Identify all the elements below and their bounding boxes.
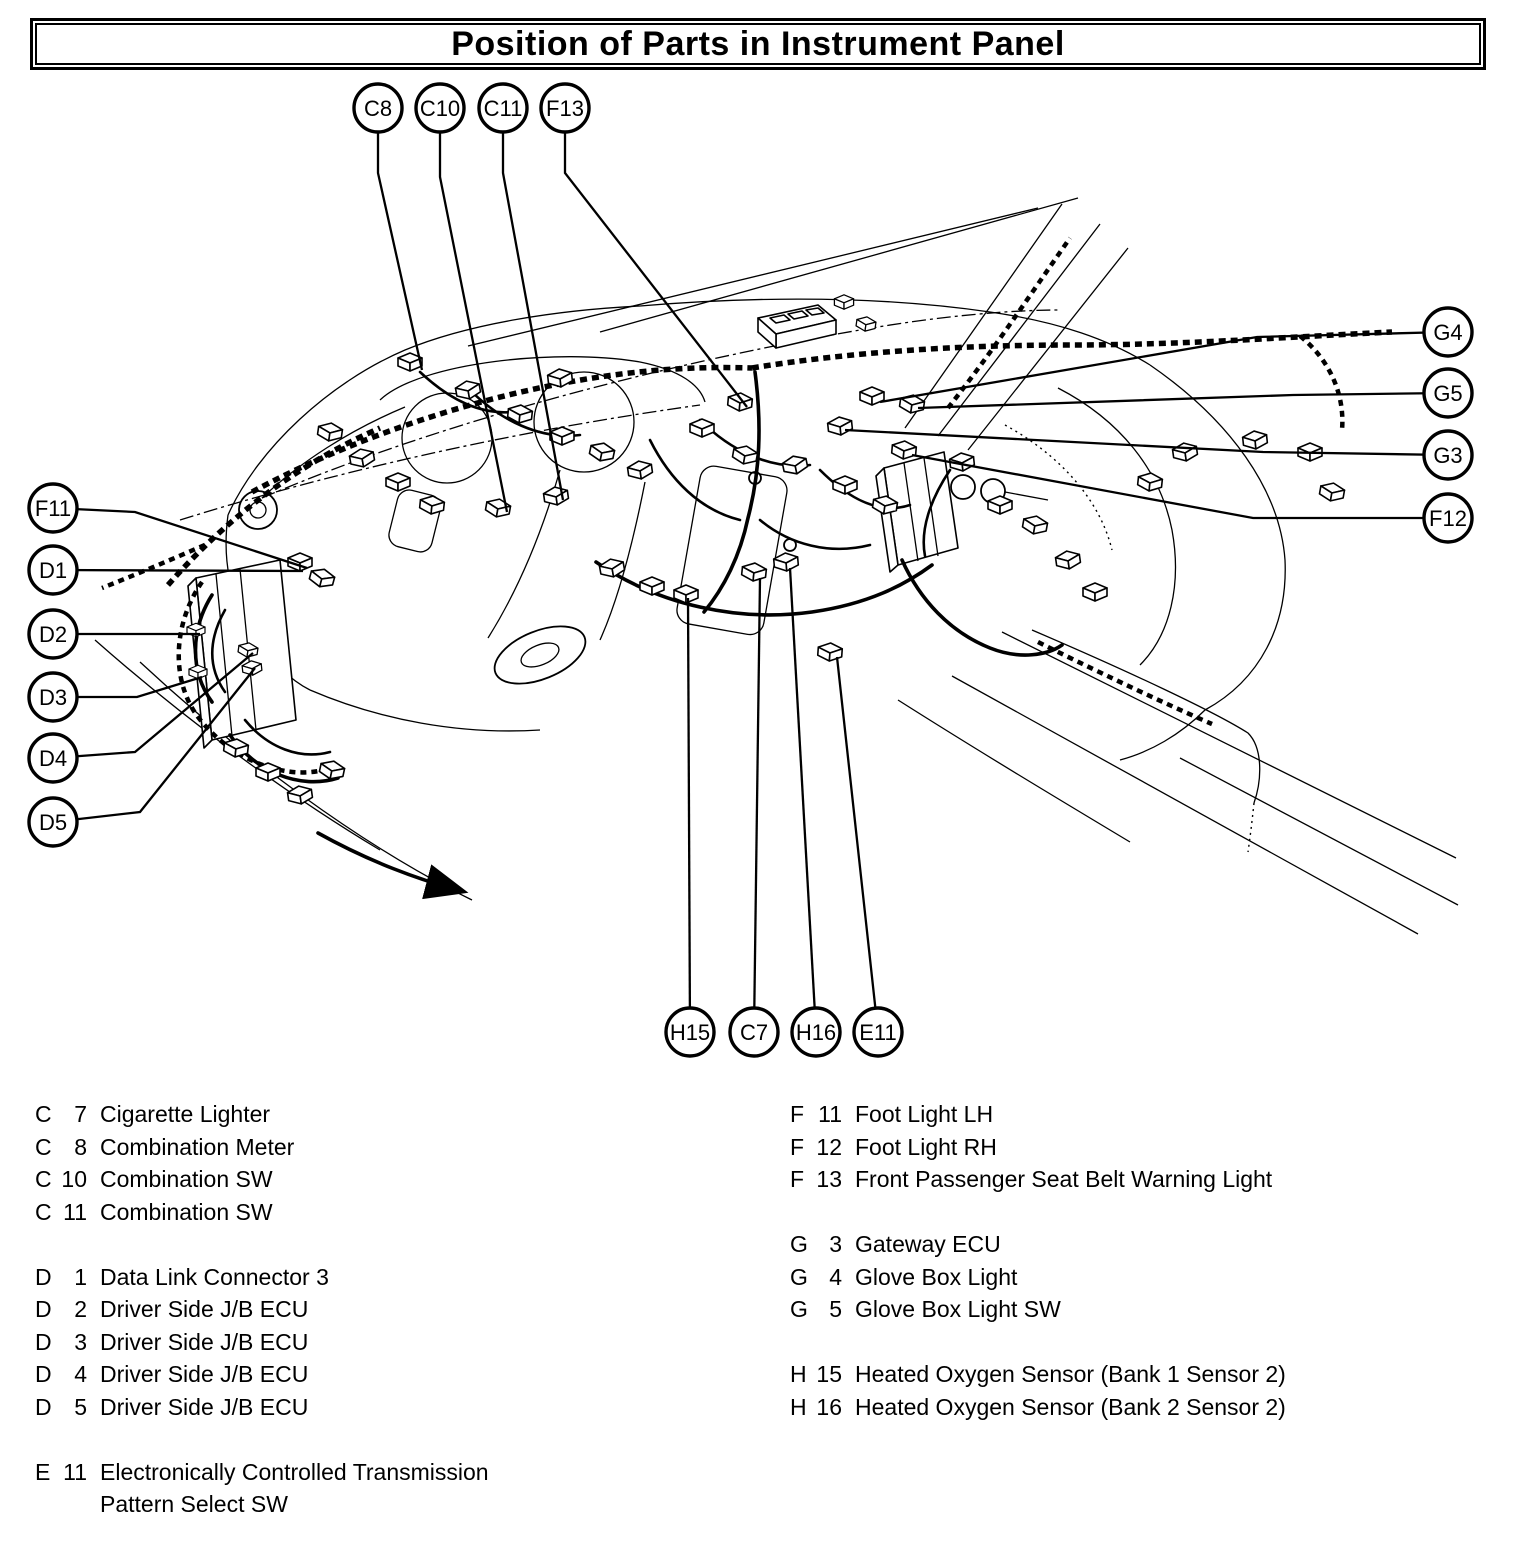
- legend-item-C10: C 10 Combination SW: [35, 1166, 273, 1192]
- svg-text:C10: C10: [419, 96, 461, 121]
- legend-group: [35, 1261, 735, 1424]
- svg-text:D3: D3: [38, 685, 68, 710]
- callout-F13: [541, 84, 589, 132]
- dashboard-outline: [95, 198, 1285, 900]
- leader-line-H15: [688, 598, 690, 1032]
- legend-group: [790, 1228, 1490, 1326]
- legend-item-F13: F 13 Front Passenger Seat Belt Warning Light: [790, 1166, 1273, 1192]
- connector-cubes: [187, 295, 1345, 806]
- callout-D4: [29, 734, 77, 782]
- callout-C10: [416, 84, 464, 132]
- svg-text:C7: C7: [739, 1020, 769, 1045]
- page-title: Position of Parts in Instrument Panel: [451, 24, 1065, 63]
- leader-line-G3: [845, 430, 1448, 455]
- legend-item-D2: D 2 Driver Side J/B ECU: [35, 1296, 309, 1322]
- leader-line-H16: [790, 568, 816, 1032]
- legend-item-D3: D 3 Driver Side J/B ECU: [35, 1328, 309, 1355]
- legend-item-H16: H 16 Heated Oxygen Sensor (Bank 2 Sensor 2): [790, 1393, 1286, 1420]
- legend-item-G4: G 4 Glove Box Light: [790, 1263, 1018, 1290]
- legend-item-D4: D 4 Driver Side J/B ECU: [35, 1361, 309, 1387]
- svg-text:C11: C11: [483, 96, 523, 121]
- svg-text:H16: H16: [795, 1020, 837, 1045]
- callout-H15: [666, 1008, 714, 1056]
- legend-group: [790, 1358, 1490, 1423]
- svg-text:F11: F11: [34, 496, 72, 521]
- legend-item-F11: F 11 Foot Light LH: [790, 1101, 994, 1127]
- callout-H16: [792, 1008, 840, 1056]
- svg-text:C8: C8: [363, 96, 393, 121]
- legend-group: [790, 1098, 1490, 1196]
- callout-C11: [479, 84, 527, 132]
- leader-line-E11: [837, 657, 878, 1032]
- svg-text:D5: D5: [38, 810, 68, 835]
- callout-D5: [29, 798, 77, 846]
- legend-item-D5: D 5 Driver Side J/B ECU: [35, 1393, 309, 1420]
- legend-item-C11: C 11 Combination SW: [35, 1198, 273, 1225]
- legend-group: [35, 1456, 735, 1521]
- legend-item-D1: D 1 Data Link Connector 3: [35, 1263, 329, 1290]
- svg-text:G3: G3: [1433, 443, 1463, 468]
- leader-line-C10: [440, 108, 507, 512]
- callout-F11: [29, 484, 77, 532]
- svg-text:D2: D2: [38, 622, 68, 647]
- callout-D1: [29, 546, 77, 594]
- callout-D3: [29, 673, 77, 721]
- callout-G3: [1424, 431, 1472, 479]
- callout-G4: [1424, 308, 1472, 356]
- leader-line-F11: [53, 508, 307, 568]
- svg-text:G5: G5: [1433, 381, 1463, 406]
- callout-G5: [1424, 369, 1472, 417]
- svg-text:E11: E11: [859, 1020, 897, 1045]
- callout-D2: [29, 610, 77, 658]
- relay-box: [758, 305, 836, 348]
- legend-column-left: [35, 1098, 735, 1553]
- legend-item-C8: C 8 Combination Meter: [35, 1133, 295, 1160]
- svg-text:D4: D4: [38, 746, 68, 771]
- leader-line-F13: [565, 108, 747, 407]
- leader-line-C7: [754, 578, 760, 1032]
- callout-C8: [354, 84, 402, 132]
- legend-item-continuation: Pattern Select SW: [100, 1491, 288, 1517]
- svg-text:F12: F12: [1429, 506, 1467, 531]
- callout-E11: [854, 1008, 902, 1056]
- svg-text:G4: G4: [1433, 320, 1463, 345]
- legend-item-F12: F 12 Foot Light RH: [790, 1133, 997, 1160]
- legend-group: [35, 1098, 735, 1228]
- leader-line-G5: [918, 393, 1448, 408]
- leader-line-D1: [53, 570, 303, 571]
- legend-item-C7: C 7 Cigarette Lighter: [35, 1101, 271, 1127]
- callout-F12: [1424, 494, 1472, 542]
- center-console: [898, 630, 1458, 934]
- legend-item-G5: G 5 Glove Box Light SW: [790, 1296, 1061, 1322]
- svg-text:D1: D1: [38, 558, 68, 583]
- svg-text:H15: H15: [669, 1020, 711, 1045]
- legend-column-right: [790, 1098, 1490, 1456]
- legend-item-G3: G 3 Gateway ECU: [790, 1231, 1001, 1257]
- legend-item-E11: E 11 Electronically Controlled Transmission: [35, 1458, 489, 1485]
- callout-C7: [730, 1008, 778, 1056]
- leader-line-C8: [378, 108, 422, 370]
- svg-text:F13: F13: [546, 96, 584, 121]
- legend-item-H15: H 15 Heated Oxygen Sensor (Bank 1 Sensor 2): [790, 1361, 1286, 1387]
